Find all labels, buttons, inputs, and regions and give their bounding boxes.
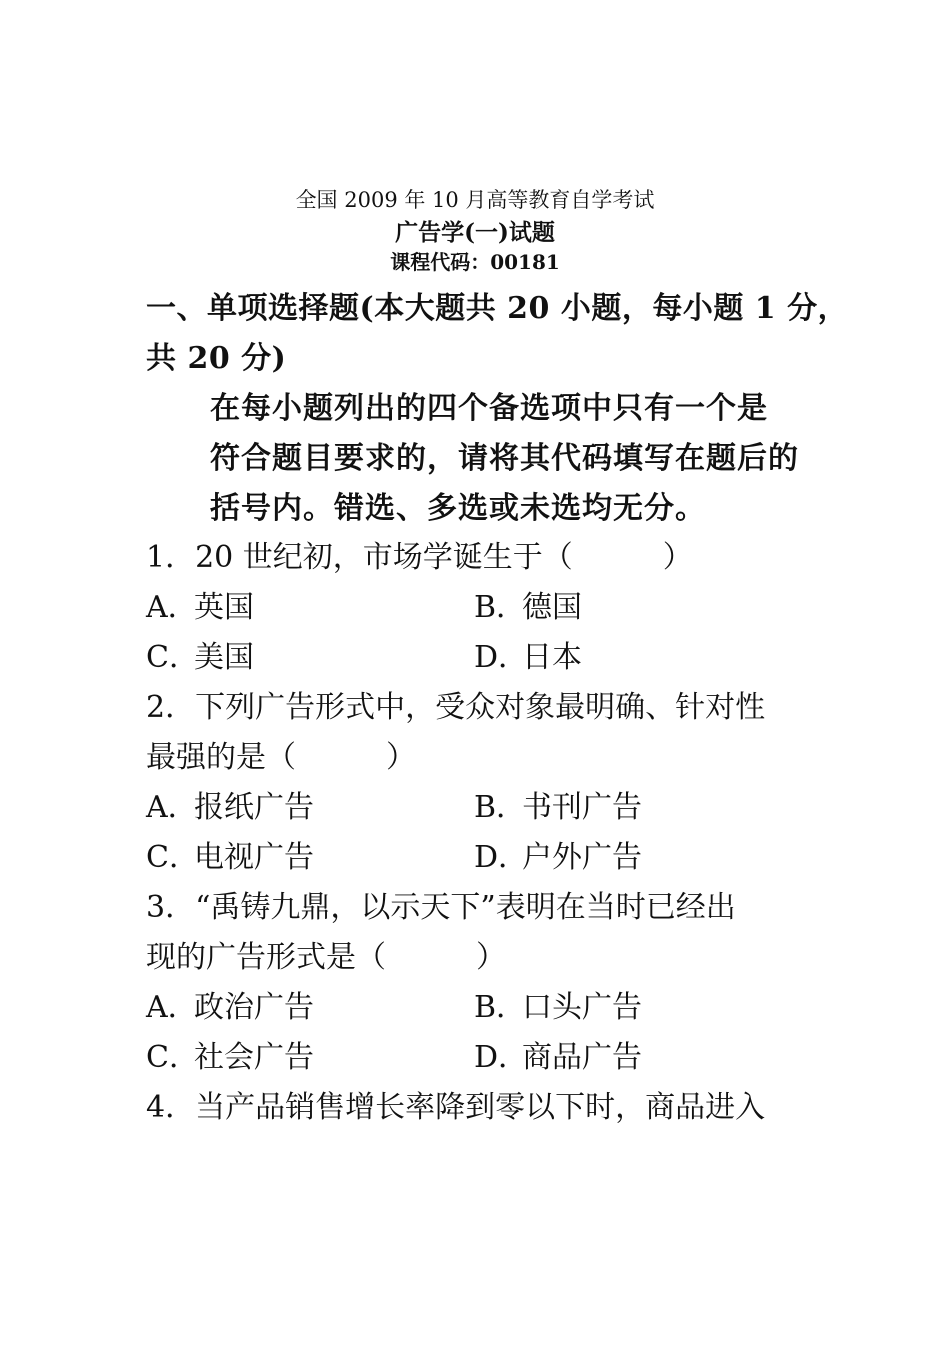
option-letter: D． xyxy=(474,1040,529,1075)
section-heading-line-2: 共 20 分) xyxy=(146,341,287,376)
instructions-line-3: 括号内。错选、多选或未选均无分。 xyxy=(210,491,706,526)
question-3-option-c xyxy=(146,1032,314,1076)
option-letter: C． xyxy=(146,840,199,875)
option-letter: C． xyxy=(146,640,199,675)
option-letter: D． xyxy=(474,640,529,675)
question-3-bracket-close: ） xyxy=(476,940,506,975)
question-2-option-b xyxy=(474,782,642,826)
question-3-option-b xyxy=(474,982,642,1026)
option-text: 商品广告 xyxy=(522,1040,642,1075)
option-text: 社会广告 xyxy=(194,1040,314,1075)
instructions-line-1: 在每小题列出的四个备选项中只有一个是 xyxy=(210,391,768,426)
option-letter: B． xyxy=(474,790,527,825)
exam-title: 全国 2009 年 10 月高等教育自学考试 xyxy=(295,188,655,212)
question-2-stem-line-2 xyxy=(146,732,416,776)
option-letter: A． xyxy=(146,990,198,1025)
question-1-option-b xyxy=(474,582,582,626)
question-1-bracket-close: ） xyxy=(662,540,693,575)
question-3-option-a xyxy=(146,982,314,1026)
question-2-option-a xyxy=(146,782,314,826)
option-letter: A． xyxy=(146,790,198,825)
section-heading-line-1: 一、单项选择题(本大题共 20 小题，每小题 1 分， xyxy=(146,291,849,326)
question-3-stem-line-1: 3．“禹铸九鼎，以示天下”表明在当时已经出 xyxy=(146,890,736,925)
option-text: 英国 xyxy=(194,590,254,625)
option-letter: A． xyxy=(146,590,198,625)
option-text: 日本 xyxy=(522,640,582,675)
question-1-option-c xyxy=(146,632,254,676)
option-text: 电视广告 xyxy=(194,840,314,875)
question-2-bracket-close: ） xyxy=(386,740,416,775)
question-1-stem xyxy=(146,532,693,576)
question-1-option-d xyxy=(474,632,582,676)
subject-title: 广告学(一)试题 xyxy=(395,219,555,246)
question-4-stem-line-1: 4．当产品销售增长率降到零以下时，商品进入 xyxy=(146,1090,766,1125)
question-3-stem-line-2 xyxy=(146,932,506,976)
question-3-text: 现的广告形式是（ xyxy=(146,940,386,975)
instructions-line-2: 符合题目要求的，请将其代码填写在题后的 xyxy=(210,441,799,476)
course-code: 课程代码：00181 xyxy=(390,250,560,274)
question-2-option-c xyxy=(146,832,314,876)
question-1-text: 1．20 世纪初，市场学诞生于（ xyxy=(146,540,573,575)
option-text: 政治广告 xyxy=(194,990,314,1025)
option-text: 户外广告 xyxy=(522,840,642,875)
option-letter: B． xyxy=(474,990,527,1025)
option-text: 书刊广告 xyxy=(522,790,642,825)
option-letter: D． xyxy=(474,840,529,875)
question-2-stem-line-1: 2．下列广告形式中，受众对象最明确、针对性 xyxy=(146,690,766,725)
option-text: 口头广告 xyxy=(522,990,642,1025)
option-text: 报纸广告 xyxy=(194,790,314,825)
option-letter: C． xyxy=(146,1040,199,1075)
question-2-text: 最强的是（ xyxy=(146,740,296,775)
question-3-option-d xyxy=(474,1032,642,1076)
question-2-option-d xyxy=(474,832,642,876)
option-letter: B． xyxy=(474,590,527,625)
option-text: 美国 xyxy=(194,640,254,675)
option-text: 德国 xyxy=(522,590,582,625)
question-1-option-a xyxy=(146,582,254,626)
